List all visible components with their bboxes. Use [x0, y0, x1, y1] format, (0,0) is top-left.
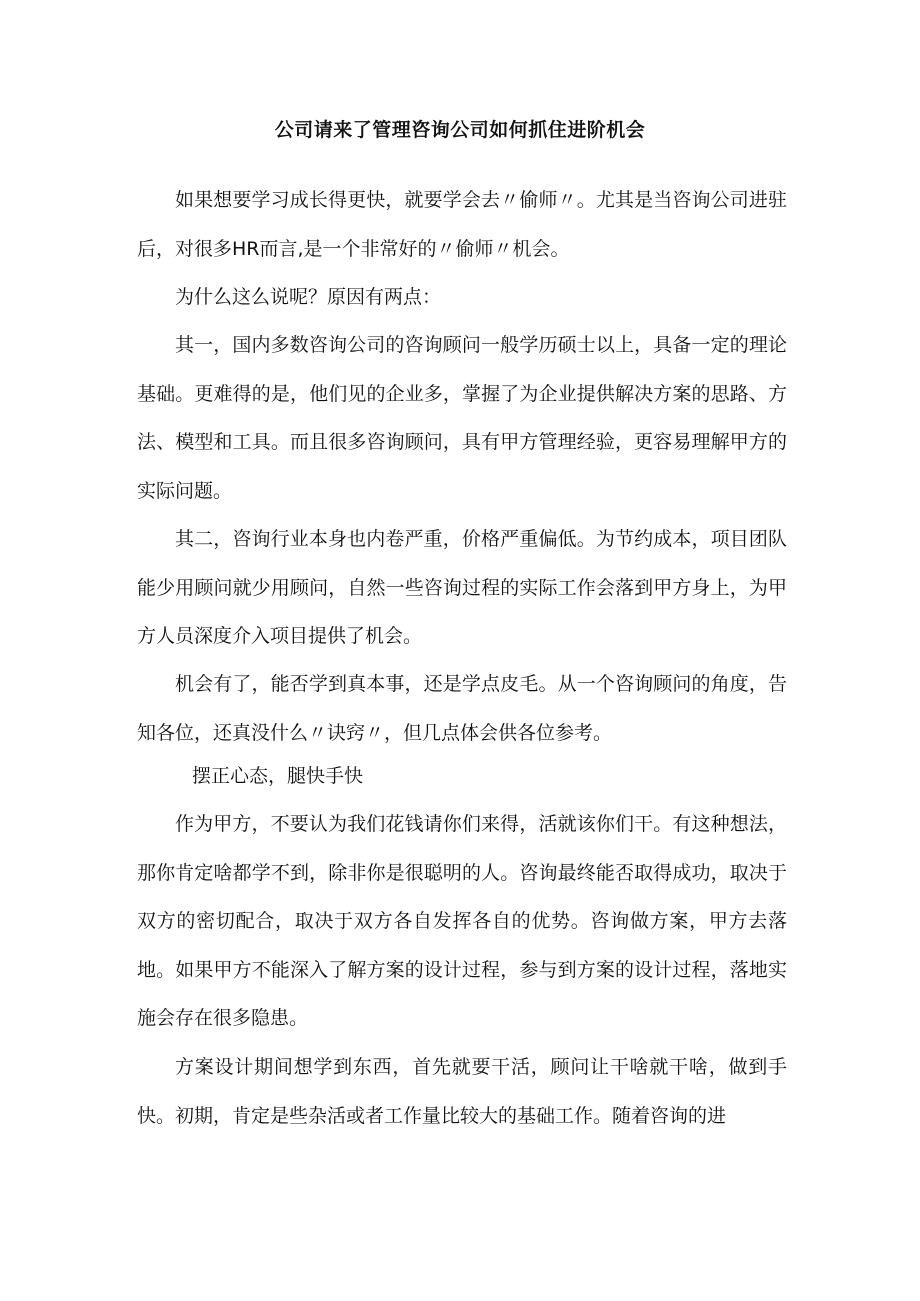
section-heading: 摆正心态，腿快手快: [192, 765, 364, 787]
paragraph-intro: 如果想要学习成长得更快，就要学会去〃偷师〃。尤其是当咨询公司进驻后，对很多HR而言,是一个非常好的〃偷师〃机会。: [137, 189, 787, 260]
paragraph-mindset: 作为甲方，不要认为我们花钱请你们来得，活就该你们干。有这种想法，那你肯定啥都学不到，除非你是很聪明的人。咨询最终能否取得成功，取决于双方的密切配合，取决于双方各自发挥各自的优势。咨询做方案，甲方去落地。如果甲方不能深入了解方案的设计过程，参与到方案的设计过程，落地实施会存在很多隐患。: [137, 813, 787, 1029]
paragraph-question: 为什么这么说呢？原因有两点：: [175, 286, 442, 308]
document-title: 公司请来了管理咨询公司如何抓住进阶机会: [274, 119, 646, 141]
paragraph-design-phase: 方案设计期间想学到东西，首先就要干活，顾问让干啥就干啥，做到手快。初期，肯定是些杂活或者工作量比较大的基础工作。随着咨询的进: [137, 1056, 787, 1127]
paragraph-reason-two: 其二，咨询行业本身也内卷严重，价格严重偏低。为节约成本，项目团队能少用顾问就少用顾问，自然一些咨询过程的实际工作会落到甲方身上，为甲方人员深度介入项目提供了机会。: [137, 528, 787, 647]
paragraph-opportunity: 机会有了，能否学到真本事，还是学点皮毛。从一个咨询顾问的角度，告知各位，还真没什么〃诀窍〃，但几点体会供各位参考。: [137, 673, 787, 744]
paragraph-reason-one: 其一，国内多数咨询公司的咨询顾问一般学历硕士以上，具备一定的理论基础。更难得的是，他们见的企业多，掌握了为企业提供解决方案的思路、方法、模型和工具。而且很多咨询顾问，具有甲方管理经验，更容易理解甲方的实际问题。: [137, 334, 787, 502]
